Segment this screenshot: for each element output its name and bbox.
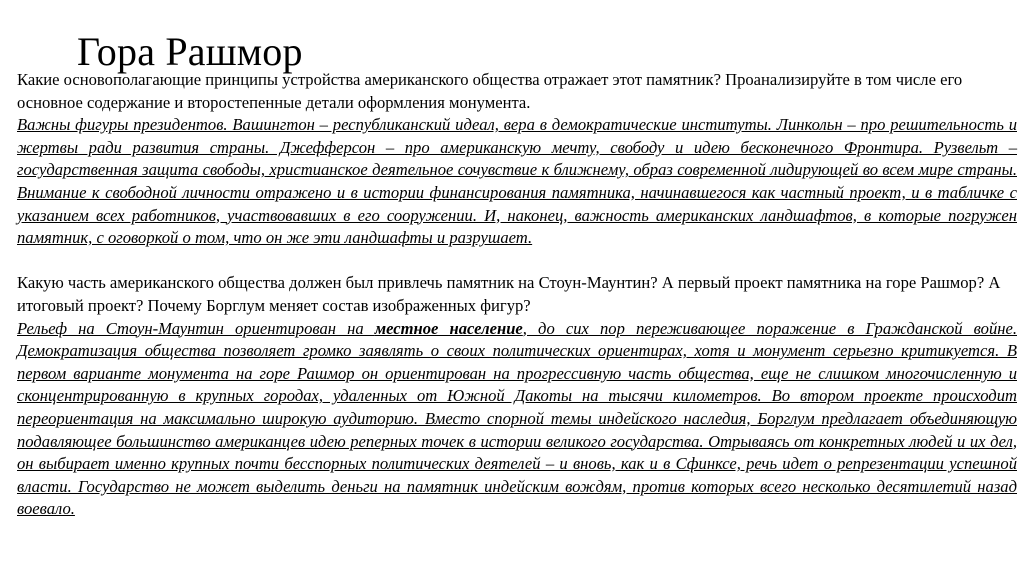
question-1: Какие основополагающие принципы устройства американского общества отражает этот памятник? Проанализируйте в том числе его основное содержание и второстепенные детали оформления монумента. (17, 70, 963, 112)
answer-1: Важны фигуры президентов. Вашингтон – республиканский идеал, вера в демократические институты. Линкольн – про решительность и жертвы ради развития страны. Джефферсон – про американскую мечту, свободу и идею бесконечного Фронтира. Рузвельт – государственная защита свободы, христианское деятельное сочувствие к ближнему, образ современной лидирующей во всем мире страны. Внимание к свободной личности отражено и в истории финансирования памятника, начинавшегося как частный проект, и в табличке с указанием всех работников, участвовавших в его сооружении. И, наконец, важность американских ландшафтов, в которые погружен памятник, с оговоркой о том, что он же эти ландшафты и разрушает. (17, 115, 1017, 248)
answer-2-bold-phrase: местное население (374, 318, 523, 338)
slide-body (17, 69, 1017, 521)
page-title: Гора Рашмор (77, 29, 303, 74)
paragraph-spacer (17, 250, 1017, 273)
answer-2-start: Рельеф на Стоун-Маунтин ориентирован на (17, 318, 375, 338)
answer-2 (17, 318, 1017, 521)
question-2: Какую часть американского общества должен был привлечь памятник на Стоун-Маунтин? А первый проект памятника на горе Рашмор? А итоговый проект? Почему Борглум меняет состав изображенных фигур? (17, 273, 1001, 315)
answer-2-rest: , до сих пор переживающее поражение в Гражданской войне. Демократизация общества позволяет громко заявлять о своих политических ориентирах, хотя и монумент серьезно критикуется. В первом варианте монумента на горе Рашмор он ориентирован на прогрессивную часть общества, еще не слишком многочисленную и сконцентрированную в крупных городах, удаленных от Южной Дакоты на тысячи километров. Во втором проекте происходит переориентация на максимально широкую аудиторию. Вместо спорной темы индейского наследия, Борглум предлагает объединяющую подавляющее большинство американцев идею реперных точек в истории великого государства. Отрываясь от конкретных людей и их дел, он выбирает именно крупных почти бесспорных политических деятелей – и вновь, как и в Сфинксе, речь идет о репрезентации успешной власти. Государство не может выделить деньги на памятник индейским вождям, против которых всего несколько десятилетий назад воевало. (17, 318, 1017, 519)
